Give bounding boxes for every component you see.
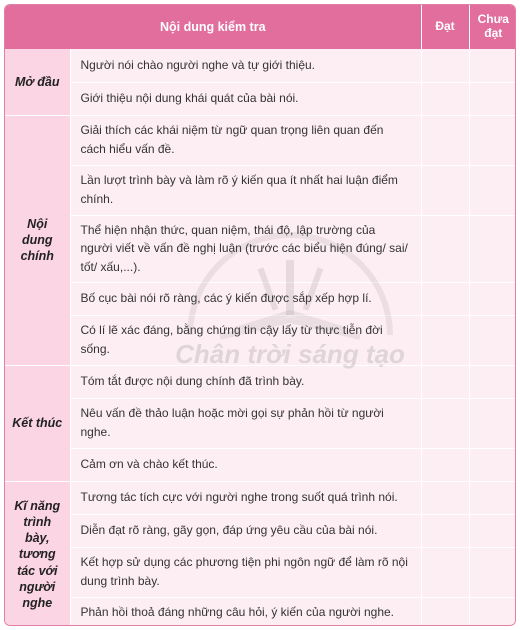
fail-checkbox-cell[interactable] (469, 547, 516, 597)
criterion-text: Kết hợp sử dụng các phương tiện phi ngôn ngữ để làm rõ nội dung trình bày. (70, 547, 421, 597)
table-row (5, 315, 516, 365)
table-row (5, 365, 516, 398)
fail-checkbox-cell[interactable] (469, 315, 516, 365)
table-row (5, 215, 516, 282)
pass-checkbox-cell[interactable] (421, 398, 469, 448)
criterion-text: Tương tác tích cực với người nghe trong suốt quá trình nói. (70, 481, 421, 514)
criterion-text: Thể hiện nhận thức, quan niệm, thái độ, lập trường của người viết về vấn đề nghị luận (trước các biểu hiện đúng/ sai/ tốt/ xấu,...). (70, 215, 421, 282)
criterion-text: Nêu vấn đề thảo luận hoặc mời gọi sự phản hồi từ người nghe. (70, 398, 421, 448)
pass-checkbox-cell[interactable] (421, 514, 469, 547)
pass-checkbox-cell[interactable] (421, 49, 469, 82)
criterion-text: Giải thích các khái niệm từ ngữ quan trọng liên quan đến cách hiểu vấn đề. (70, 115, 421, 165)
criterion-text: Có lí lẽ xác đáng, bằng chứng tin cậy lấy từ thực tiễn đời sống. (70, 315, 421, 365)
fail-checkbox-cell[interactable] (469, 514, 516, 547)
table-row (5, 514, 516, 547)
checklist-table (5, 5, 516, 626)
fail-checkbox-cell[interactable] (469, 448, 516, 481)
pass-checkbox-cell[interactable] (421, 315, 469, 365)
watermark-text: Chân trời sáng tạo (175, 339, 405, 369)
pass-checkbox-cell[interactable] (421, 547, 469, 597)
pass-checkbox-cell[interactable] (421, 115, 469, 165)
table-row (5, 82, 516, 115)
fail-checkbox-cell[interactable] (469, 49, 516, 82)
criterion-text: Bố cục bài nói rõ ràng, các ý kiến được sắp xếp hợp lí. (70, 282, 421, 315)
fail-checkbox-cell[interactable] (469, 365, 516, 398)
pass-checkbox-cell[interactable] (421, 597, 469, 626)
criterion-text: Giới thiệu nội dung khái quát của bài nói. (70, 82, 421, 115)
fail-checkbox-cell[interactable] (469, 115, 516, 165)
pass-checkbox-cell[interactable] (421, 448, 469, 481)
table-row (5, 115, 516, 165)
criterion-text: Phản hồi thoả đáng những câu hỏi, ý kiến của người nghe. (70, 597, 421, 626)
criterion-text: Tóm tắt được nội dung chính đã trình bày. (70, 365, 421, 398)
fail-checkbox-cell[interactable] (469, 282, 516, 315)
table-row (5, 165, 516, 215)
section-title: Mở đầu (5, 49, 70, 115)
criterion-text: Lần lượt trình bày và làm rõ ý kiến qua ít nhất hai luận điểm chính. (70, 165, 421, 215)
table-row (5, 398, 516, 448)
section-title: Kết thúc (5, 365, 70, 481)
criterion-text: Cảm ơn và chào kết thúc. (70, 448, 421, 481)
pass-checkbox-cell[interactable] (421, 215, 469, 282)
table-row (5, 448, 516, 481)
header-fail: Chưa đạt (469, 5, 516, 49)
criterion-text: Diễn đạt rõ ràng, gãy gọn, đáp ứng yêu cầu của bài nói. (70, 514, 421, 547)
fail-checkbox-cell[interactable] (469, 597, 516, 626)
table-row (5, 597, 516, 626)
pass-checkbox-cell[interactable] (421, 481, 469, 514)
table-header-row (5, 5, 516, 49)
fail-checkbox-cell[interactable] (469, 215, 516, 282)
section-title: Kĩ năng trình bày, tương tác với người nghe (5, 481, 70, 626)
checklist-table-container (4, 4, 516, 626)
pass-checkbox-cell[interactable] (421, 282, 469, 315)
header-content: Nội dung kiểm tra (5, 5, 421, 49)
table-row (5, 481, 516, 514)
fail-checkbox-cell[interactable] (469, 398, 516, 448)
pass-checkbox-cell[interactable] (421, 82, 469, 115)
pass-checkbox-cell[interactable] (421, 165, 469, 215)
table-row (5, 547, 516, 597)
pass-checkbox-cell[interactable] (421, 365, 469, 398)
fail-checkbox-cell[interactable] (469, 82, 516, 115)
criterion-text: Người nói chào người nghe và tự giới thiệu. (70, 49, 421, 82)
fail-checkbox-cell[interactable] (469, 481, 516, 514)
section-title: Nội dung chính (5, 115, 70, 365)
table-row (5, 282, 516, 315)
fail-checkbox-cell[interactable] (469, 165, 516, 215)
table-row (5, 49, 516, 82)
header-pass: Đạt (421, 5, 469, 49)
